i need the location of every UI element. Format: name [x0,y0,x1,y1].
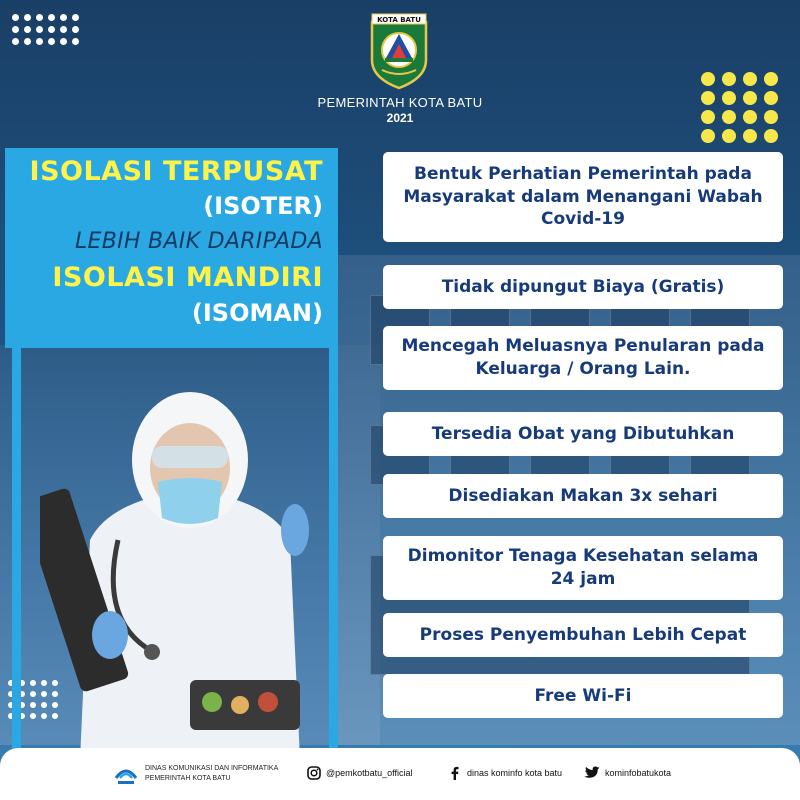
facebook-link[interactable] [448,766,562,780]
decorative-dot [743,91,757,105]
decorative-dot [36,38,43,45]
decorative-dots-top-left [12,14,84,50]
decorative-dot [764,72,778,86]
decorative-dot [72,38,79,45]
facebook-icon [448,766,462,780]
decorative-dot [701,91,715,105]
organization-name: PEMERINTAH KOTA BATU [317,95,483,110]
decorative-dot [48,14,55,21]
benefit-item: Tidak dipungut Biaya (Gratis) [383,265,783,309]
decorative-dot [764,129,778,143]
decorative-dot [72,14,79,21]
decorative-dot [722,110,736,124]
benefit-item: Tersedia Obat yang Dibutuhkan [383,412,783,456]
instagram-link[interactable] [307,766,413,780]
decorative-dot [764,110,778,124]
twitter-link[interactable] [583,766,671,780]
instagram-icon [307,766,321,780]
title-line-4: ISOLASI MANDIRI [52,262,323,293]
benefit-item: Bentuk Perhatian Pemerintah pada Masyarakat dalam Menangani Wabah Covid-19 [383,152,783,242]
decorative-dot [701,110,715,124]
twitter-icon [583,766,600,780]
instagram-handle: @pemkotbatu_official [326,768,413,778]
twitter-handle: kominfobatukota [605,768,672,778]
title-line-2: (ISOTER) [203,192,323,220]
decorative-dot [701,72,715,86]
decorative-dot [722,72,736,86]
decorative-dot [701,129,715,143]
emblem-icon [368,12,430,90]
health-worker-illustration [40,390,340,760]
decorative-dot [764,91,778,105]
benefit-item: Dimonitor Tenaga Kesehatan selama 24 jam [383,536,783,600]
decorative-dot [36,26,43,33]
decorative-dot [72,26,79,33]
benefit-item: Proses Penyembuhan Lebih Cepat [383,613,783,657]
decorative-dot [12,38,19,45]
footer [0,748,800,800]
benefit-item: Free Wi-Fi [383,674,783,718]
decorative-dot [60,26,67,33]
benefit-item: Mencegah Meluasnya Penularan pada Keluarga / Orang Lain. [383,326,783,390]
decorative-dot [60,38,67,45]
decorative-dot [24,26,31,33]
kominfo-logo-icon [113,762,139,788]
emblem-label: KOTA BATU [377,16,421,24]
title-line-3: LEBIH BAIK DARIPADA [74,229,323,254]
decorative-dot [743,129,757,143]
decorative-dot [36,14,43,21]
facebook-handle: dinas kominfo kota batu [467,768,563,778]
decorative-dot [48,38,55,45]
decorative-dot [722,91,736,105]
decorative-dot [12,26,19,33]
agency-name: DINAS KOMUNIKASI DAN INFORMATIKA PEMERINTAH KOTA BATU [145,765,279,782]
benefit-item: Disediakan Makan 3x sehari [383,474,783,518]
decorative-dots-top-right [701,72,787,147]
title-line-5: (ISOMAN) [191,299,323,327]
decorative-dot [60,14,67,21]
decorative-dot [743,110,757,124]
decorative-dot [24,38,31,45]
decorative-dot [12,14,19,21]
year-label: 2021 [386,111,414,125]
decorative-dot [48,26,55,33]
title-panel [5,148,335,348]
decorative-dot [743,72,757,86]
title-line-1: ISOLASI TERPUSAT [29,156,323,187]
decorative-dot [24,14,31,21]
decorative-dot [722,129,736,143]
